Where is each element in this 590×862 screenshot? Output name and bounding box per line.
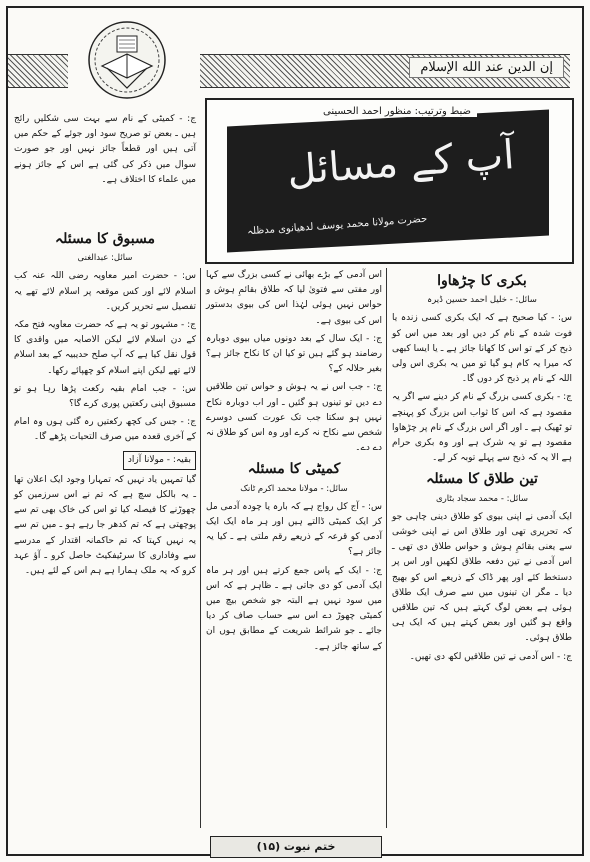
section-heading: بکری کا چڑھاوا [437,273,527,289]
answer-paragraph: ج: - مشہور تو یہ ہے کہ حضرت معاویہ فتح مکہ کے دن اسلام لائے لیکن الاصابہ میں واقدی کا قول نقل کیا ہے کہ آپ صلح حدیبیہ کے بعد اسلام لائے تھے لیکن اپنے اسلام کو چھپائے رکھا۔ [14,320,196,376]
asker-line: سائل: - مولانا محمد اکرم ٹانک [240,483,348,494]
quran-emblem-icon [72,18,182,102]
page-footer: ختم نبوت (۱۵) [210,836,382,858]
question-paragraph: س: - جب امام بقیہ رکعت پڑھا رہا ہو تو مسبوق اپنی رکعتیں پوری کرے گا؟ [14,383,196,410]
asker-line: سائل: عبدالغنی [77,253,133,264]
right-column [392,268,572,668]
left-column [14,226,196,582]
column-title: آپ کے مسائل [285,132,516,194]
asker-line: سائل: - خلیل احمد حسین ڈیرہ [427,295,537,306]
title-banner [205,98,574,264]
column-divider [200,268,201,828]
answer-paragraph: ج: - کمیٹی کے نام سے بہت سی شکلیں رائج ہیں ـ بعض تو صریح سود اور جوئے کے حکم میں آتی ہیں اور قطعاً جائز نہیں اور جو صورت سوال میں ذکر کی گئی ہے اس کے جائز ہونے میں علماء کا اختلاف ہے۔ [14,114,196,185]
question-paragraph: ایک آدمی نے اپنی بیوی کو طلاق دینی چاہی جو کہ تحریری تھی اور طلاق اس نے اپنی خوشی سے یعنی بقائمِ ہوش و حواس طلاق دی تھی ـ اس آدمی نے تین دفعہ طلاق لکھیں اور اس پر دستخط کئے اور پھر ڈاک کے ذریعے اس کو بھیج دیا ـ مگر ان تینوں میں سے صرف ایک طلاق ہوئی ہے بعض لوگ کہتے ہیں کہ تین طلاقیں واقع ہو گئیں اور بعض کہتے ہیں کہ ایک ہی طلاق ہوئی۔ [392,511,572,644]
section-heading: تین طلاق کا مسئلہ [426,471,538,488]
question-paragraph: س: - کیا صحیح ہے کہ ایک بکری کسی زندہ یا فوت شدہ کے نام کر دیں اور بعد میں اس کو ذبح کر کے تو اس کا کھانا جائز ہے ـ یا ایسا کبھی کہ میرا یہ کام ہو گیا تو میں یہ بکری اس ولی اللہ کے نام پر ذبح کر دوں گا۔ [392,313,572,385]
left-column-top [14,112,196,191]
compiler-credit: ضبط وترتیب: منظور احمد الحسینی [317,106,477,117]
answer-paragraph: ج: - جس کی کچھ رکعتیں رہ گئی ہوں وہ امام کے آخری قعدہ میں صرف التحیات پڑھے گا۔ [14,417,196,443]
question-paragraph: س: - آج کل رواج ہے کہ بارہ یا چودہ آدمی مل کر ایک کمیٹی ڈالتے ہیں اور ہر ماہ ایک ایک آدمی کو قرعہ کے ذریعے رقم ملتی ہے ـ کیا یہ جائز ہے؟ [206,501,382,558]
column-divider [386,268,387,828]
continued-label: بقیہ: - مولانا آزاد [123,451,196,470]
question-paragraph: س: - حضرت امیر معاویہ رضی اللہ عنہ کب اسلام لائے اور کس موقعہ پر اسلام لائے تھے یہ تفصیل سے تحریر کریں۔ [14,271,196,312]
question-paragraph: ج: - ایک سال کے بعد دونوں میاں بیوی دوبارہ رضامند ہو گئے ہیں تو کیا ان کا نکاح جائز ہے؟ بغیر حلالہ کے؟ [206,333,382,375]
section-heading: کمیٹی کا مسئلہ [247,461,341,478]
answer-paragraph: ج: - جب اس نے یہ ہوش و حواس تین طلاقیں دے دیں تو تینوں ہو گئیں ـ اور اب دوبارہ نکاح نہیں ہو سکتا جب تک عورت کسی دوسرے شخص سے نکاح نہ کرے اور وہ اس کو طلاق نہ دے دے۔ [206,382,382,454]
continued-paragraph: گیا تمہیں یاد نہیں کہ تمہارا وجود ایک اعلان تھا ـ یہ بالکل سچ ہے کہ تم نے اس سرزمین کو چھوڑنے کا فیصلہ کیا تو اس کی خاک بھی تم سے پوچھتی ہے کہ تم کدھر جا رہے ہو ـ میں تم سے یہ نہیں کہتا کہ تم حاکمانہ اقتدار کے مدرسے سے وفاداری کا سرٹیفکیٹ حاصل کرو ـ آؤ عہد کرو کہ یہ ملک ہمارا ہے ہم اس کے لئے ہیں۔ [14,474,196,577]
header-pattern-left [8,54,68,88]
header-verse: إن الدين عند الله الإسلام [409,57,564,78]
middle-column [206,268,382,658]
answer-paragraph: ج: - ایک کے پاس جمع کرتے ہیں اور ہر ماہ ایک آدمی کو دی جاتی ہے ـ ظاہر ہے کہ اس میں سود نہیں ہے البتہ جو شخص بیچ میں کمیٹی چھوڑ دے اس سے حساب صاف کر دیا جائے ـ جو شرائط شریعت کے مطابق ہوں ان کے ساتھ جائز ہے۔ [206,565,382,652]
answer-paragraph: ج: - بکری کسی بزرگ کے نام کر دینے سے اگر یہ مقصود ہے کہ اس کا ثواب اس بزرگ کو پہنچے تو ٹھیک ہے ـ اور اگر اس بزرگ کے نام پر چڑھاوا مقصود ہے تو یہ شرک ہے اور وہ بکری حرام ہے الا یہ کہ ذبح سے پہلے توبہ کر لے۔ [392,392,572,464]
section-heading: مسبوق کا مسئلہ [54,231,156,247]
asker-line: سائل: - محمد سجاد بٹاری [436,493,528,504]
answer-paragraph: ج: - اس آدمی نے تین طلاقیں لکھ دی تھیں۔ [409,651,572,662]
author-credit: حضرت مولانا محمد یوسف لدھیانوی مدظلہ [246,213,428,238]
question-paragraph: اس آدمی کے بڑے بھائی نے کسی بزرگ سے کہا اور مفتی سے فتویٰ لیا کہ طلاق بقائمِ ہوش و حواس نہیں ہوئی لہٰذا اس کی بیوی بدستور اس کی بیوی ہے۔ [206,270,382,326]
